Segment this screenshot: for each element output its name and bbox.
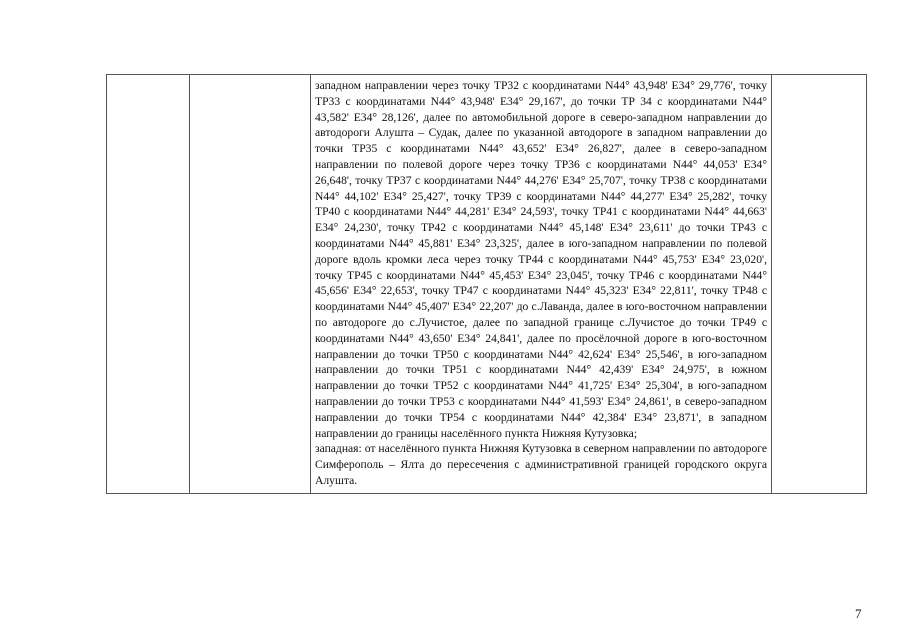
boundary-description-cell	[311, 75, 772, 494]
document-table	[106, 74, 867, 494]
empty-cell-1	[107, 75, 190, 494]
boundary-paragraph-western: западная: от населённого пункта Нижняя Кутузовка в северном направлении по автодороге Симферополь – Ялта до пересечения с административной границей городского округа Алушта.	[315, 442, 767, 487]
page-number: 7	[855, 606, 862, 621]
empty-cell-4	[772, 75, 867, 494]
boundary-paragraph-eastern-southern: западном направлении через точку ТР32 с координатами N44° 43,948' E34° 29,776', точку ТР33 с координатами N44° 43,948' E34° 29,167', до точки ТР 34 с координатами N44° 43,582' E34° 28,126', далее по автомобильной дороге в северо-западном направлении до автодороги Алушта – Судак, далее по указанной автодороге в западном направлении до точки ТР35 с координатами N44° 43,652' E34° 26,827', далее в северо-западном направлении по полевой дороге через точку ТР36 с координатами N44° 44,053' E34° 26,648', точку ТР37 с координатами N44° 44,276' E34° 25,707', точку ТР38 с координатами N44° 44,102' E34° 25,427', точку ТР39 с координатами N44° 44,277' E34° 25,282', точку ТР40 с координатами N44° 44,281' E34° 24,593', точку ТР41 с координатами N44° 44,663' E34° 24,230', точку ТР42 с координатами N44° 45,148' E34° 23,611' до точки ТР43 с координатами N44° 45,881' E34° 23,325', далее в юго-западном направлении по полевой дороге вдоль кромки леса через точку ТР44 с координатами N44° 45,753' E34° 23,020', точку ТР45 с координатами N44° 45,453' E34° 23,045', точку ТР46 с координатами N44° 45,656' E34° 22,653', точку ТР47 с координатами N44° 45,323' E34° 22,811', точку ТР48 с координатами N44° 45,407' E34° 22,207' до с.Лаванда, далее в юго-восточном направлении по автодороге до с.Лучистое, далее по западной границе с.Лучистое до точки ТР49 с координатами N44° 43,650' E34° 24,841', далее по просёлочной дороге в юго-восточном направлении до точки ТР50 с координатами N44° 42,624' E34° 25,546', в юго-западном направлении до точки ТР51 с координатами N44° 42,439' E34° 24,975', в южном направлении до точки ТР52 с координатами N44° 41,725' E34° 25,304', в юго-западном направлении до точки ТР53 с координатами N44° 41,593' E34° 24,861', в северо-западном направлении до точки ТР54 с координатами N44° 42,384' E34° 23,871', в западном направлении до границы населённого пункта Нижняя Кутузовка;	[315, 79, 767, 440]
empty-cell-2	[190, 75, 311, 494]
table-row	[107, 75, 867, 494]
